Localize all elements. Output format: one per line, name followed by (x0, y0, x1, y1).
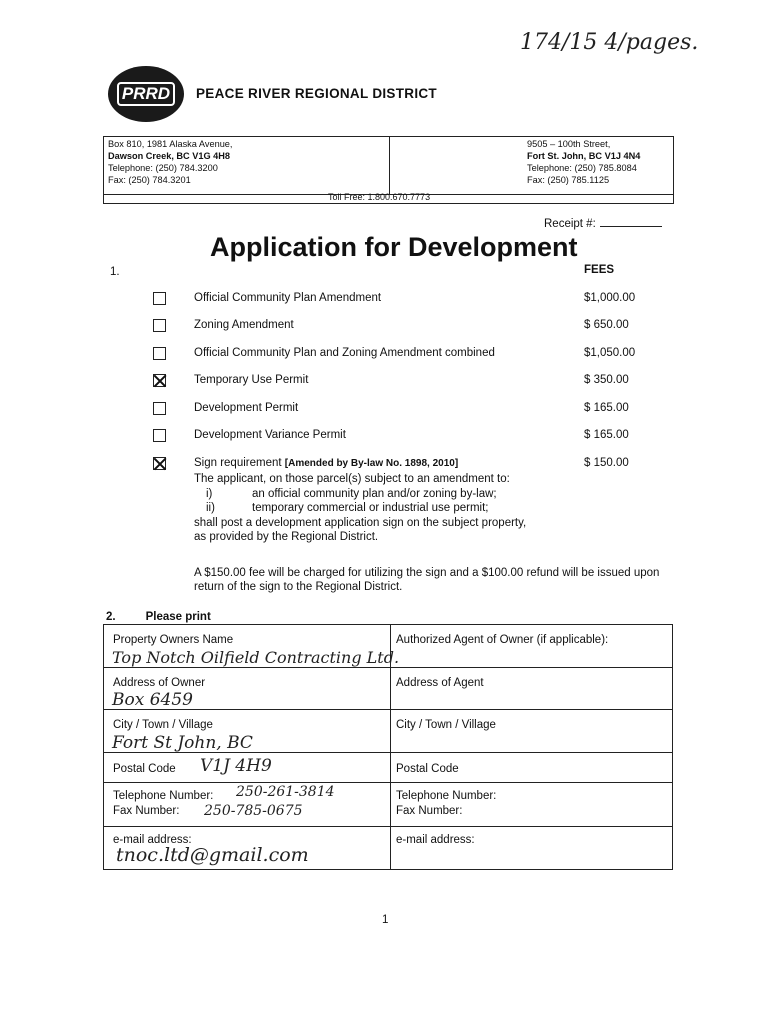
section-1-number: 1. (110, 266, 120, 278)
organization-name: PEACE RIVER REGIONAL DISTRICT (196, 86, 437, 101)
agent-address-label: Address of Agent (396, 677, 484, 689)
agent-name-label: Authorized Agent of Owner (if applicable): (396, 634, 609, 646)
fee-row-temporary-use-permit: Temporary Use Permit $ 350.00 (0, 374, 770, 396)
sign-amended-note: [Amended by By-law No. 1898, 2010] (284, 458, 459, 469)
temporary-use-permit-checkbox[interactable] (153, 374, 166, 387)
agent-email-field[interactable] (394, 846, 664, 864)
development-permit-checkbox[interactable] (153, 402, 166, 415)
toll-free-number: Toll Free: 1.800.670.7773 (328, 192, 431, 202)
fee-row-zoning-amendment: Zoning Amendment $ 650.00 (0, 319, 770, 341)
page-number: 1 (382, 914, 389, 926)
fee-row-sign-requirement: Sign requirement [Amended by By-law No. 1898, 2010] $ 150.00 (0, 457, 770, 479)
agent-phone-label: Telephone Number: (396, 790, 497, 802)
sign-requirement-text: The applicant, on those parcel(s) subject to an amendment to: i) an official community plan and/or zoning by-law; ii) temporary commercial or industrial use permit; shall post a development application sign on the subject property, as provided by the Regional District. (194, 473, 527, 543)
agent-email-label: e-mail address: (396, 834, 475, 846)
fees-header: FEES (584, 264, 615, 276)
sign-fee-notice: A $150.00 fee will be charged for utilizing the sign and a $100.00 refund will be issued upon return of the sign to the Regional District. (194, 567, 660, 593)
owner-email-value[interactable]: tnoc.ltd@gmail.com (116, 844, 309, 866)
agent-address-field[interactable] (394, 690, 664, 708)
owner-name-value[interactable]: Top Notch Oilfield Contracting Ltd. (112, 648, 400, 667)
sign-requirement-checkbox[interactable] (153, 457, 166, 470)
owner-postal-label: Postal Code (113, 763, 176, 775)
owner-city-label: City / Town / Village (113, 719, 213, 731)
owner-city-value[interactable]: Fort St John, BC (112, 733, 253, 753)
owner-fax-value[interactable]: 250-785-0675 (204, 803, 303, 819)
zoning-amendment-checkbox[interactable] (153, 319, 166, 332)
fee-row-development-permit: Development Permit $ 165.00 (0, 402, 770, 424)
receipt-field[interactable]: Receipt #: (544, 218, 662, 230)
agent-city-label: City / Town / Village (396, 719, 496, 731)
owner-fax-label: Fax Number: (113, 805, 180, 817)
fort-st-john-office: 9505 – 100th Street, Fort St. John, BC V1J 4N4 Telephone: (250) 785.8084 Fax: (250) 785.1125 (527, 139, 641, 185)
owner-email-label: e-mail address: (113, 834, 192, 846)
owner-name-label: Property Owners Name (113, 634, 234, 646)
owner-address-label: Address of Owner (113, 677, 206, 689)
agent-fax-label: Fax Number: (396, 805, 463, 817)
handwritten-page-note: 174/15 4/pages. (520, 30, 699, 55)
dawson-creek-office: Box 810, 1981 Alaska Avenue, Dawson Creek, BC V1G 4H8 Telephone: (250) 784.3200 Fax: (250) 784.3201 (108, 139, 233, 185)
fee-row-ocp-zoning-combined: Official Community Plan and Zoning Amendment combined $1,050.00 (0, 347, 770, 369)
development-variance-permit-checkbox[interactable] (153, 429, 166, 442)
fee-row-ocp-amendment: Official Community Plan Amendment $1,000.00 (0, 292, 770, 314)
agent-postal-label: Postal Code (396, 763, 459, 775)
owner-phone-label: Telephone Number: (113, 790, 214, 802)
logo-text: PRRD (117, 82, 175, 106)
ocp-zoning-combined-checkbox[interactable] (153, 347, 166, 360)
owner-postal-value[interactable]: V1J 4H9 (200, 756, 272, 776)
page-title: Application for Development (210, 232, 578, 262)
section-2-heading: 2. Please print (106, 611, 211, 623)
agent-postal-field[interactable] (470, 758, 660, 776)
owner-phone-value[interactable]: 250-261-3814 (236, 784, 335, 800)
agent-city-field[interactable] (394, 733, 664, 751)
agent-name-field[interactable] (394, 646, 664, 664)
ocp-amendment-checkbox[interactable] (153, 292, 166, 305)
fee-row-development-variance-permit: Development Variance Permit $ 165.00 (0, 429, 770, 451)
owner-address-value[interactable]: Box 6459 (112, 690, 193, 710)
prrd-logo (108, 66, 184, 122)
